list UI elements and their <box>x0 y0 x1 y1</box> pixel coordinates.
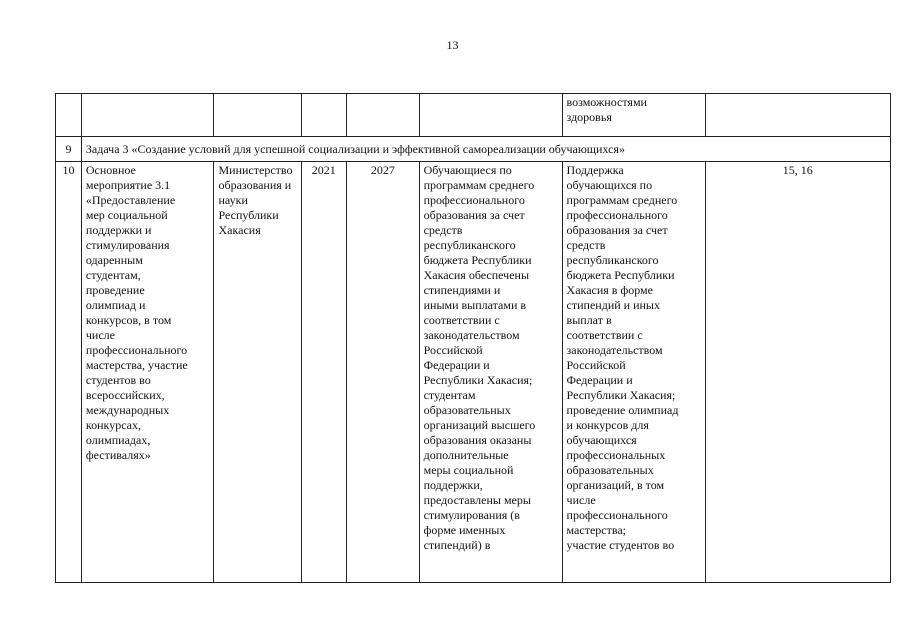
task-row-title: Задача 3 «Создание условий для успешной социализации и эффективной самореализации обучающихся» <box>81 137 890 162</box>
cell-executor-empty <box>214 94 301 137</box>
cell-end-empty <box>347 94 420 137</box>
table-row-task <box>56 137 891 162</box>
task-row-number: 9 <box>56 137 82 162</box>
cell-number-empty <box>56 94 82 137</box>
activities-table <box>55 93 891 583</box>
activity-main-directions: Поддержка обучающихся по программам среднего профессионального образования за счет средств республиканского бюджета Республики Хакасия в форме стипендий и иных выплат в соответствии с законодательством Российской Федерации и Республики Хакасия; проведение олимпиад и конкурсов для обучающихся профессиональных образовательных организаций, в том числе профессионального мастерства; участие студентов во <box>562 162 705 583</box>
activity-start-year: 2021 <box>301 162 347 583</box>
activity-row-number: 10 <box>56 162 82 583</box>
table-row-continued <box>56 94 891 137</box>
activity-expected-result: Обучающиеся по программам среднего профессионального образования за счет средств республиканского бюджета Республики Хакасия обеспечены стипендиями и иными выплатами в соответствии с законодательством Российской Федерации и Республики Хакасия; студентам образовательных организаций высшего образования оказаны дополнительные меры социальной поддержки, предоставлены меры стимулирования (в форме именных стипендий) в <box>419 162 562 583</box>
cell-activity-empty <box>81 94 214 137</box>
table-row-activity <box>56 162 891 583</box>
page-number: 13 <box>446 38 459 52</box>
activity-executor: Министерство образования и науки Республики Хакасия <box>214 162 301 583</box>
cell-result-empty <box>419 94 562 137</box>
activity-end-year: 2027 <box>347 162 420 583</box>
cell-continued-text: возможностями здоровья <box>562 94 705 137</box>
cell-start-empty <box>301 94 347 137</box>
cell-indicators-empty <box>705 94 891 137</box>
activity-name: Основное мероприятие 3.1 «Предоставление мер социальной поддержки и стимулирования одаренным студентам, проведение олимпиад и конкурсов, в том числе профессионального мастерства, участие студентов во всероссийских, международных конкурсах, олимпиадах, фестивалях» <box>81 162 214 583</box>
activity-indicators: 15, 16 <box>705 162 891 583</box>
